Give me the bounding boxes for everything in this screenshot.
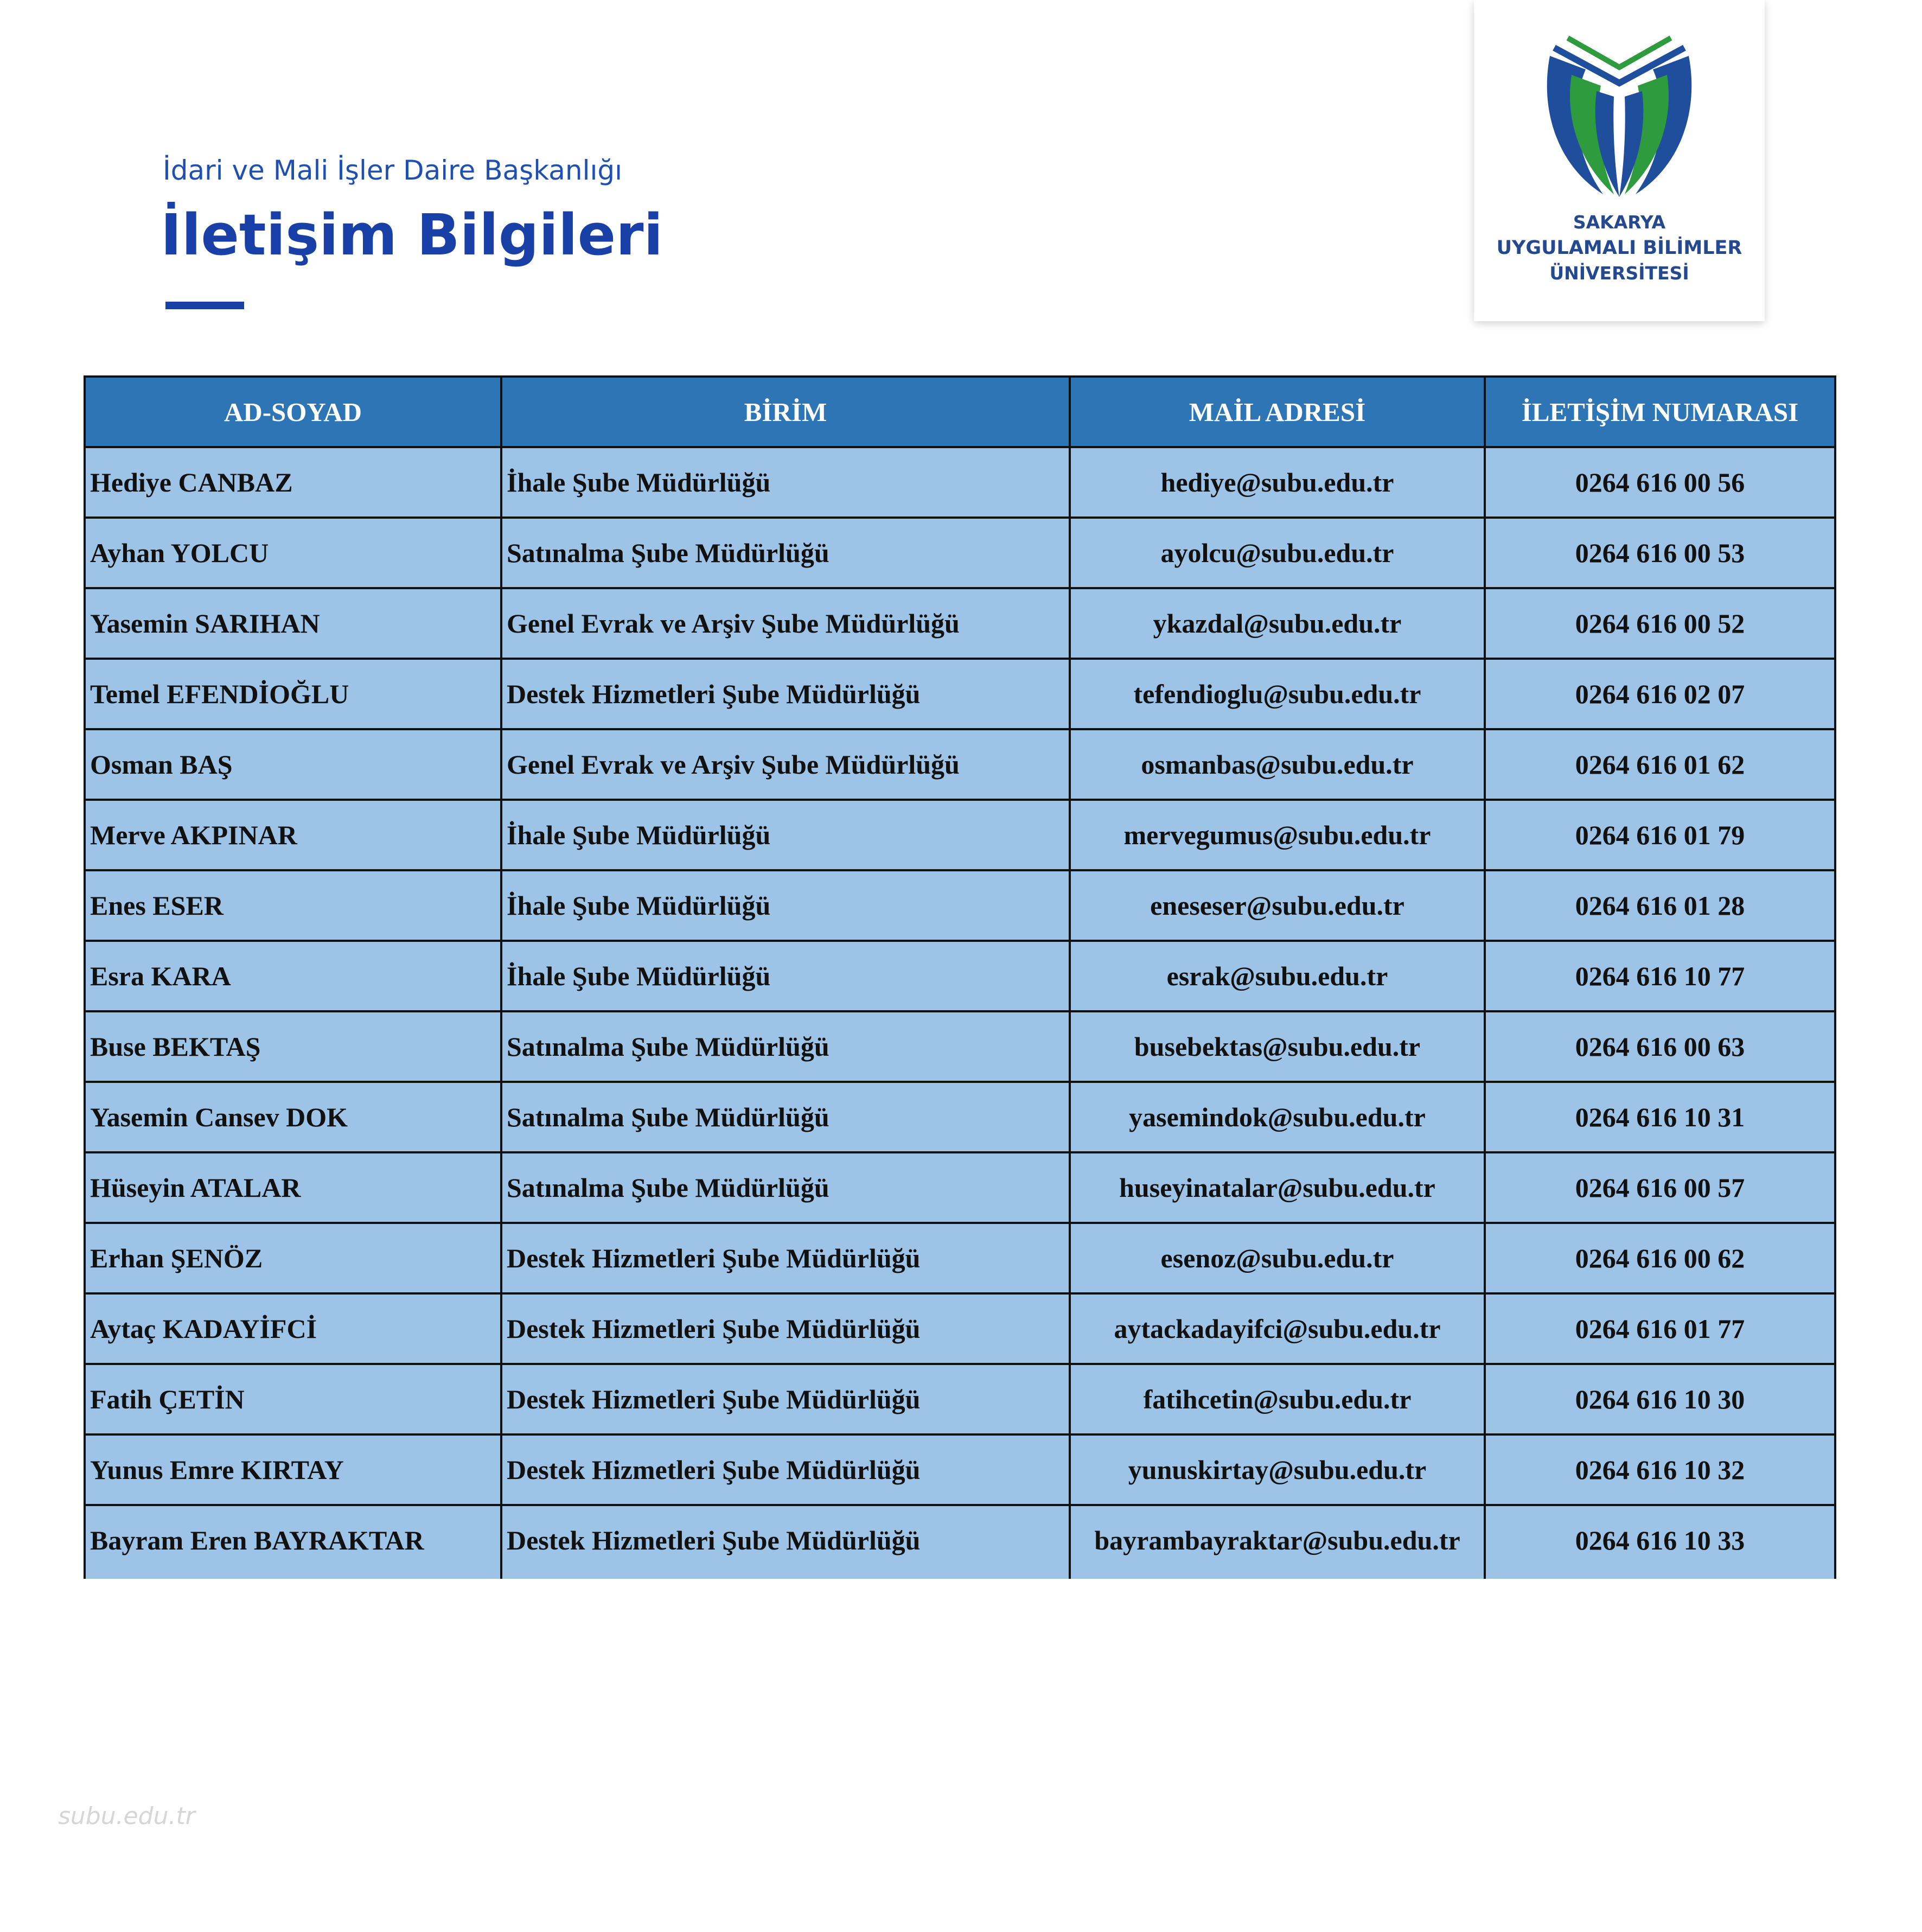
cell-phone: 0264 616 00 56 xyxy=(1485,447,1835,518)
cell-phone: 0264 616 01 62 xyxy=(1485,729,1835,800)
cell-mail: busebektas@subu.edu.tr xyxy=(1070,1011,1485,1082)
cell-phone: 0264 616 00 57 xyxy=(1485,1152,1835,1223)
cell-unit: Destek Hizmetleri Şube Müdürlüğü xyxy=(501,659,1070,729)
table-row xyxy=(85,1364,1835,1434)
cell-unit: Satınalma Şube Müdürlüğü xyxy=(501,1082,1070,1152)
table-row xyxy=(85,659,1835,729)
cell-phone: 0264 616 01 79 xyxy=(1485,800,1835,870)
cell-phone: 0264 616 10 30 xyxy=(1485,1364,1835,1434)
university-logo-card xyxy=(1474,0,1765,321)
cell-mail: esenoz@subu.edu.tr xyxy=(1070,1223,1485,1293)
cell-mail: osmanbas@subu.edu.tr xyxy=(1070,729,1485,800)
title-underline xyxy=(165,302,244,309)
cell-mail: ykazdal@subu.edu.tr xyxy=(1070,588,1485,659)
cell-unit: Satınalma Şube Müdürlüğü xyxy=(501,518,1070,588)
table-row xyxy=(85,1223,1835,1293)
page-title: İletişim Bilgileri xyxy=(161,202,663,268)
table-row xyxy=(85,588,1835,659)
cell-name: Yasemin Cansev DOK xyxy=(85,1082,501,1152)
cell-mail: bayrambayraktar@subu.edu.tr xyxy=(1070,1505,1485,1579)
logo-text-line-2: UYGULAMALI BİLİMLER xyxy=(1496,237,1742,259)
table-row xyxy=(85,1011,1835,1082)
column-header-unit: BİRİM xyxy=(501,377,1070,447)
table-row xyxy=(85,518,1835,588)
column-header-phone: İLETİŞİM NUMARASI xyxy=(1485,377,1835,447)
cell-name: Bayram Eren BAYRAKTAR xyxy=(85,1505,501,1579)
cell-name: Hüseyin ATALAR xyxy=(85,1152,501,1223)
cell-name: Yasemin SARIHAN xyxy=(85,588,501,659)
department-subtitle: İdari ve Mali İşler Daire Başkanlığı xyxy=(163,155,623,186)
cell-mail: tefendioglu@subu.edu.tr xyxy=(1070,659,1485,729)
table-row xyxy=(85,870,1835,941)
cell-mail: yunuskirtay@subu.edu.tr xyxy=(1070,1434,1485,1505)
cell-phone: 0264 616 00 62 xyxy=(1485,1223,1835,1293)
cell-unit: Destek Hizmetleri Şube Müdürlüğü xyxy=(501,1364,1070,1434)
cell-unit: İhale Şube Müdürlüğü xyxy=(501,941,1070,1011)
cell-name: Fatih ÇETİN xyxy=(85,1364,501,1434)
contacts-table xyxy=(84,375,1836,1579)
cell-unit: Destek Hizmetleri Şube Müdürlüğü xyxy=(501,1223,1070,1293)
cell-name: Buse BEKTAŞ xyxy=(85,1011,501,1082)
cell-unit: Destek Hizmetleri Şube Müdürlüğü xyxy=(501,1293,1070,1364)
cell-phone: 0264 616 00 52 xyxy=(1485,588,1835,659)
cell-phone: 0264 616 10 77 xyxy=(1485,941,1835,1011)
university-logo-icon xyxy=(1538,31,1701,205)
cell-unit: Destek Hizmetleri Şube Müdürlüğü xyxy=(501,1434,1070,1505)
cell-name: Hediye CANBAZ xyxy=(85,447,501,518)
cell-mail: aytackadayifci@subu.edu.tr xyxy=(1070,1293,1485,1364)
cell-mail: ayolcu@subu.edu.tr xyxy=(1070,518,1485,588)
table-row xyxy=(85,800,1835,870)
cell-name: Yunus Emre KIRTAY xyxy=(85,1434,501,1505)
cell-mail: fatihcetin@subu.edu.tr xyxy=(1070,1364,1485,1434)
cell-unit: İhale Şube Müdürlüğü xyxy=(501,447,1070,518)
cell-unit: Satınalma Şube Müdürlüğü xyxy=(501,1011,1070,1082)
cell-name: Merve AKPINAR xyxy=(85,800,501,870)
cell-mail: esrak@subu.edu.tr xyxy=(1070,941,1485,1011)
cell-name: Aytaç KADAYİFCİ xyxy=(85,1293,501,1364)
cell-name: Osman BAŞ xyxy=(85,729,501,800)
cell-phone: 0264 616 10 32 xyxy=(1485,1434,1835,1505)
cell-name: Ayhan YOLCU xyxy=(85,518,501,588)
cell-phone: 0264 616 01 77 xyxy=(1485,1293,1835,1364)
cell-mail: huseyinatalar@subu.edu.tr xyxy=(1070,1152,1485,1223)
cell-mail: hediye@subu.edu.tr xyxy=(1070,447,1485,518)
cell-unit: İhale Şube Müdürlüğü xyxy=(501,870,1070,941)
cell-mail: mervegumus@subu.edu.tr xyxy=(1070,800,1485,870)
table-row xyxy=(85,1152,1835,1223)
cell-unit: İhale Şube Müdürlüğü xyxy=(501,800,1070,870)
table-row xyxy=(85,729,1835,800)
cell-phone: 0264 616 00 53 xyxy=(1485,518,1835,588)
cell-name: Enes ESER xyxy=(85,870,501,941)
table-row xyxy=(85,941,1835,1011)
cell-unit: Genel Evrak ve Arşiv Şube Müdürlüğü xyxy=(501,588,1070,659)
cell-phone: 0264 616 02 07 xyxy=(1485,659,1835,729)
cell-phone: 0264 616 10 33 xyxy=(1485,1505,1835,1579)
logo-text-line-3: ÜNİVERSİTESİ xyxy=(1549,263,1689,284)
cell-phone: 0264 616 00 63 xyxy=(1485,1011,1835,1082)
logo-text-line-1: SAKARYA xyxy=(1573,212,1666,233)
cell-unit: Destek Hizmetleri Şube Müdürlüğü xyxy=(501,1505,1070,1579)
table-row xyxy=(85,1434,1835,1505)
cell-mail: yasemindok@subu.edu.tr xyxy=(1070,1082,1485,1152)
table-row xyxy=(85,1505,1835,1579)
cell-name: Temel EFENDİOĞLU xyxy=(85,659,501,729)
cell-name: Esra KARA xyxy=(85,941,501,1011)
cell-unit: Genel Evrak ve Arşiv Şube Müdürlüğü xyxy=(501,729,1070,800)
footer-website: subu.edu.tr xyxy=(58,1802,195,1830)
column-header-name: AD-SOYAD xyxy=(85,377,501,447)
cell-phone: 0264 616 10 31 xyxy=(1485,1082,1835,1152)
cell-unit: Satınalma Şube Müdürlüğü xyxy=(501,1152,1070,1223)
cell-phone: 0264 616 01 28 xyxy=(1485,870,1835,941)
table-row xyxy=(85,447,1835,518)
cell-mail: eneseser@subu.edu.tr xyxy=(1070,870,1485,941)
table-row xyxy=(85,1082,1835,1152)
column-header-mail: MAİL ADRESİ xyxy=(1070,377,1485,447)
table-header-row xyxy=(85,377,1835,447)
cell-name: Erhan ŞENÖZ xyxy=(85,1223,501,1293)
table-row xyxy=(85,1293,1835,1364)
